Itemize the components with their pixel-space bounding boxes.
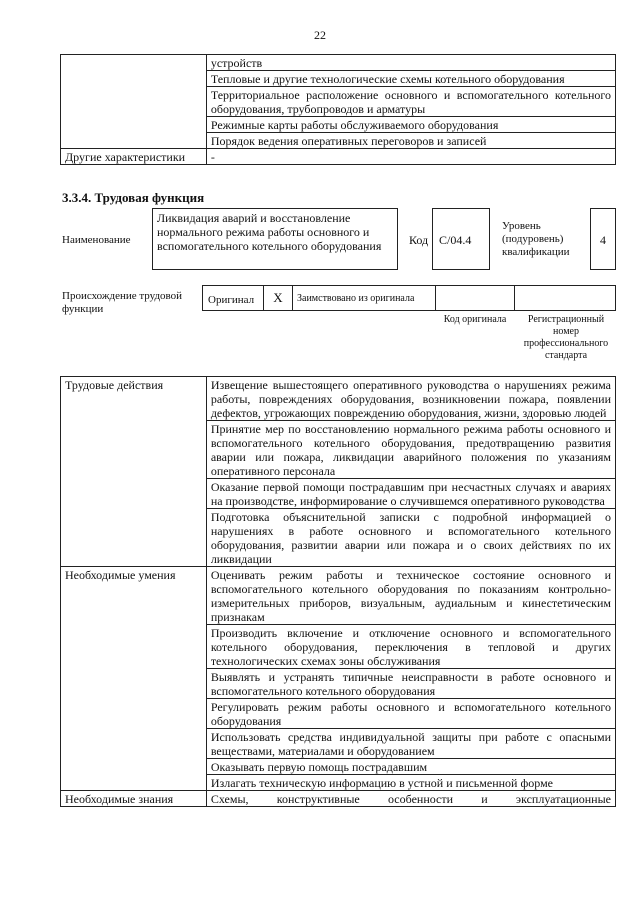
list-item: Оказание первой помощи пострадавшим при несчастных случаях и авариях на производстве, информирование о случившемся оперативного руководства — [206, 479, 615, 509]
level-label: Уровень (подуровень) квалификации — [502, 220, 570, 258]
function-name-box — [152, 208, 398, 270]
origin-label: Происхождение трудовой функции — [62, 290, 183, 315]
list-item: Использовать средства индивидуальной защиты при работе с опасными веществами, материалами и оборудованием — [206, 729, 615, 759]
table-row — [61, 55, 616, 71]
function-details-table — [60, 376, 616, 807]
page-number: 22 — [314, 28, 326, 42]
original-mark-cell — [263, 285, 293, 311]
code-label: Код — [409, 233, 429, 247]
list-item: Принятие мер по восстановлению нормального режима работы основного и вспомогательного котельного оборудования, предотвращению развития аварии или пожара, ликвидации аварийного положения по указаниям оперативного персонала — [206, 421, 615, 479]
list-item: Производить включение и отключение основного и вспомогательного котельного оборудования, переключения в тепловой и других технологических схемах зоны обслуживания — [206, 625, 615, 669]
list-item: Выявлять и устранять типичные неисправности в работе основного и вспомогательного котельного оборудования — [206, 669, 615, 699]
list-item: Режимные карты работы обслуживаемого оборудования — [206, 117, 615, 133]
code-value: C/04.4 — [439, 233, 472, 247]
name-label: Наименование — [62, 234, 131, 246]
list-item: Извещение вышестоящего оперативного руководства о нарушениях режима работы, повреждениях оборудования, возникновении пожара, появлении дефектов, угрожающих повреждению оборудования, жизни, здоровью людей — [206, 377, 615, 421]
empty-label-cell — [61, 55, 207, 149]
reg-number-cell — [514, 285, 616, 311]
required-skills-label: Необходимые умения — [61, 567, 207, 791]
borrowed-cell — [292, 285, 436, 311]
list-item: Порядок ведения оперативных переговоров и записей — [206, 133, 615, 149]
list-item: Оказывать первую помощь пострадавшим — [206, 759, 615, 775]
list-item: Схемы, конструктивные особенности и эксплуатационные — [206, 791, 615, 807]
table-row — [61, 377, 616, 421]
level-value: 4 — [600, 233, 606, 247]
borrowed-label: Заимствовано из оригинала — [297, 293, 415, 304]
list-item: устройств — [206, 55, 615, 71]
table-row — [61, 567, 616, 625]
table-row — [61, 791, 616, 807]
labor-actions-label: Трудовые действия — [61, 377, 207, 567]
table-row — [61, 149, 616, 165]
code-box — [432, 208, 490, 270]
list-item: Оценивать режим работы и техническое состояние основного и вспомогательного котельного оборудования по показаниям контрольно-измерительных приборов, визуальным, аудиальным и кинестетическим признакам — [206, 567, 615, 625]
level-box — [590, 208, 616, 270]
other-characteristics-label: Другие характеристики — [61, 149, 207, 165]
list-item: Подготовка объяснительной записки с подробной информацией о нарушениях в работе основного и вспомогательного котельного оборудования, развитии аварии или пожара и о своих действиях по их ликвидации — [206, 509, 615, 567]
reg-number-caption: Регистрационный номер профессионального стандарта — [523, 314, 609, 361]
function-name-value: Ликвидация аварий и восстановление нормального режима работы основного и вспомогательного котельного оборудования — [157, 211, 382, 253]
original-code-cell — [435, 285, 515, 311]
other-characteristics-value: - — [206, 149, 615, 165]
required-knowledge-label: Необходимые знания — [61, 791, 207, 807]
continuation-table — [60, 54, 616, 165]
list-item: Регулировать режим работы основного и вспомогательного котельного оборудования — [206, 699, 615, 729]
list-item: Тепловые и другие технологические схемы котельного оборудования — [206, 71, 615, 87]
original-cell — [202, 285, 264, 311]
original-label: Оригинал — [208, 294, 255, 306]
section-title: 3.3.4. Трудовая функция — [62, 190, 205, 205]
original-code-caption: Код оригинала — [443, 314, 507, 325]
list-item: Территориальное расположение основного и вспомогательного котельного оборудования, трубопроводов и арматуры — [206, 87, 615, 117]
list-item: Излагать техническую информацию в устной и письменной форме — [206, 775, 615, 791]
original-mark: X — [273, 290, 283, 305]
